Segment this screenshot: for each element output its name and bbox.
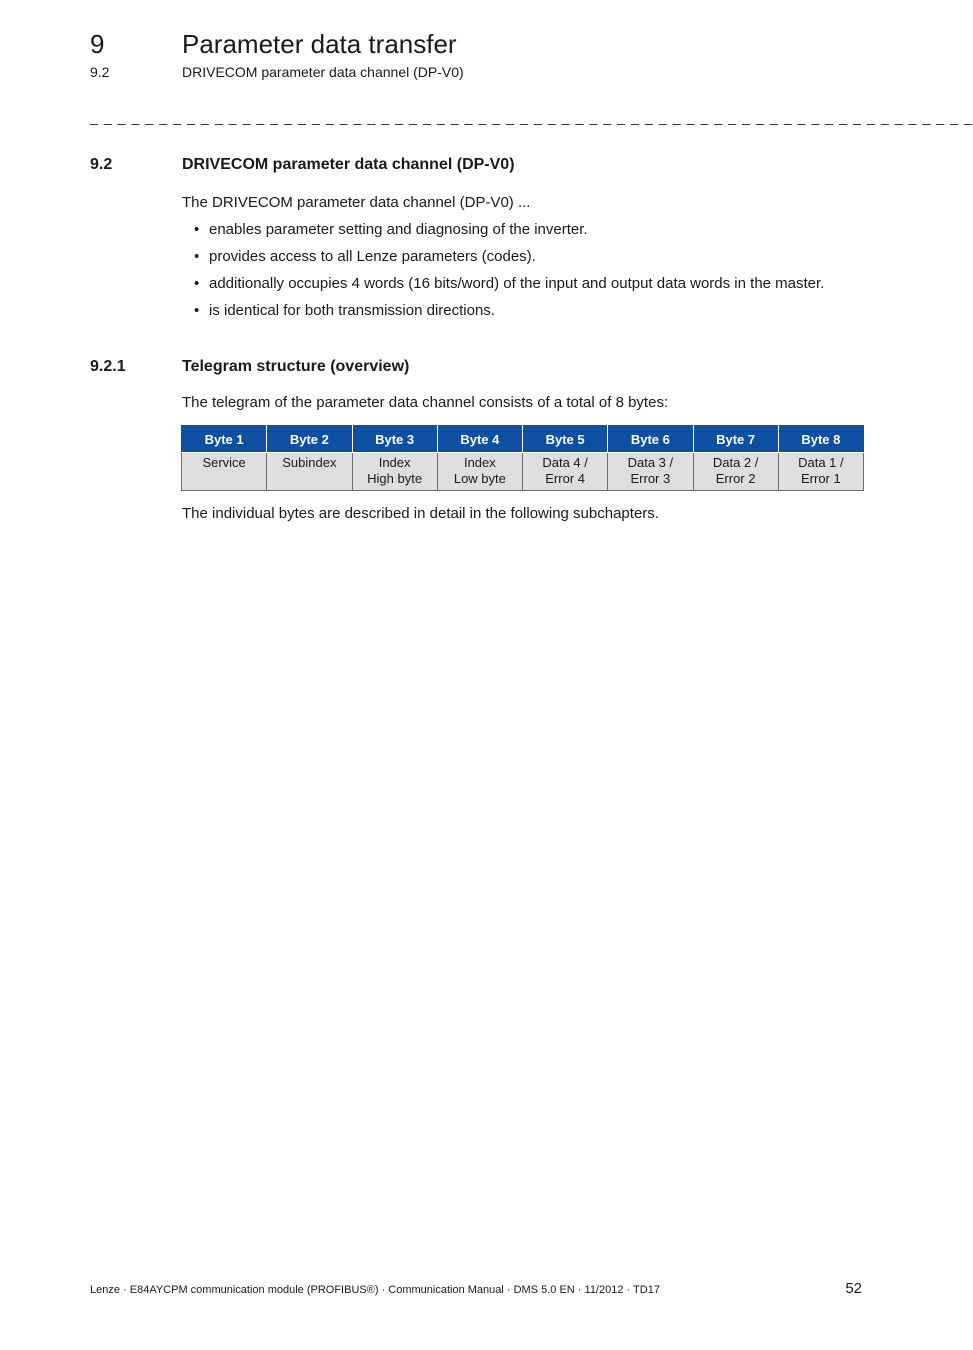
table-cell bbox=[352, 453, 437, 491]
cell-line: Low byte bbox=[453, 471, 506, 486]
telegram-table bbox=[181, 425, 864, 491]
feature-list bbox=[194, 220, 824, 328]
cell-line: Data 2 / bbox=[712, 455, 759, 470]
column-header: Byte 1 bbox=[182, 426, 267, 453]
page-number: 52 bbox=[845, 1280, 862, 1297]
cell-line: Service bbox=[202, 455, 246, 470]
cell-line: Data 4 / bbox=[542, 455, 588, 470]
list-item-text: is identical for both transmission directions. bbox=[209, 302, 495, 319]
header-section-number: 9.2 bbox=[90, 64, 110, 80]
column-header: Byte 8 bbox=[778, 426, 863, 453]
cell-line: Error 1 bbox=[801, 471, 841, 486]
cell-line: Error 2 bbox=[715, 471, 756, 486]
list-item-text: provides access to all Lenze parameters (codes). bbox=[209, 248, 536, 265]
cell-line: Index bbox=[463, 455, 496, 470]
table-cell bbox=[523, 453, 608, 491]
list-item bbox=[194, 220, 824, 240]
table-row bbox=[182, 453, 864, 491]
bullet-icon: • bbox=[194, 275, 200, 292]
cell-line: High byte bbox=[367, 471, 423, 486]
bullet-icon: • bbox=[194, 302, 200, 319]
table-cell bbox=[267, 453, 352, 491]
list-item bbox=[194, 301, 824, 321]
cell-line: Error 4 bbox=[545, 471, 585, 486]
column-header: Byte 7 bbox=[693, 426, 778, 453]
table-intro: The telegram of the parameter data channel consists of a total of 8 bytes: bbox=[182, 394, 669, 411]
list-item bbox=[194, 247, 824, 267]
subsection-number: 9.2.1 bbox=[90, 358, 126, 375]
cell-line: Data 3 / bbox=[627, 455, 674, 470]
header-separator: _ _ _ _ _ _ _ _ _ _ _ _ _ _ _ _ _ _ _ _ _ _ _ _ _ _ _ _ _ _ _ _ _ _ _ _ _ _ _ _ _ _ _ _ _ _ _ _ _ _ _ _ _ _ _ _ _ _ _ _ _ _ _ _ bbox=[90, 109, 973, 125]
cell-line: Error 3 bbox=[630, 471, 671, 486]
bullet-icon: • bbox=[194, 248, 200, 265]
subsection-heading: Telegram structure (overview) bbox=[182, 358, 410, 375]
column-header: Byte 2 bbox=[267, 426, 352, 453]
column-header: Byte 6 bbox=[608, 426, 693, 453]
table-cell bbox=[437, 453, 522, 491]
section-number: 9.2 bbox=[90, 156, 113, 173]
cell-line: Data 1 / bbox=[798, 455, 844, 470]
list-item-text: enables parameter setting and diagnosing of the inverter. bbox=[209, 221, 588, 238]
column-header: Byte 3 bbox=[352, 426, 437, 453]
chapter-title: Parameter data transfer bbox=[182, 29, 457, 59]
chapter-number: 9 bbox=[90, 29, 105, 59]
page-footer: Lenze · E84AYCPM communication module (PROFIBUS®) · Communication Manual · DMS 5.0 EN · 11/2012 · TD17 bbox=[90, 1284, 660, 1296]
table-cell bbox=[608, 453, 693, 491]
header-section-title: DRIVECOM parameter data channel (DP-V0) bbox=[182, 64, 464, 80]
section-heading: DRIVECOM parameter data channel (DP-V0) bbox=[182, 156, 515, 173]
cell-line: Subindex bbox=[282, 455, 337, 470]
section-intro: The DRIVECOM parameter data channel (DP-V0) ... bbox=[182, 194, 531, 211]
column-header: Byte 4 bbox=[437, 426, 522, 453]
list-item-text: additionally occupies 4 words (16 bits/word) of the input and output data words in the master. bbox=[209, 275, 825, 292]
table-cell bbox=[693, 453, 778, 491]
column-header: Byte 5 bbox=[523, 426, 608, 453]
bullet-icon: • bbox=[194, 221, 200, 238]
table-cell bbox=[182, 453, 267, 491]
table-note: The individual bytes are described in detail in the following subchapters. bbox=[182, 505, 659, 522]
list-item bbox=[194, 274, 824, 294]
cell-line: Index bbox=[378, 455, 411, 470]
table-cell bbox=[778, 453, 863, 491]
table-header-row bbox=[182, 426, 864, 453]
